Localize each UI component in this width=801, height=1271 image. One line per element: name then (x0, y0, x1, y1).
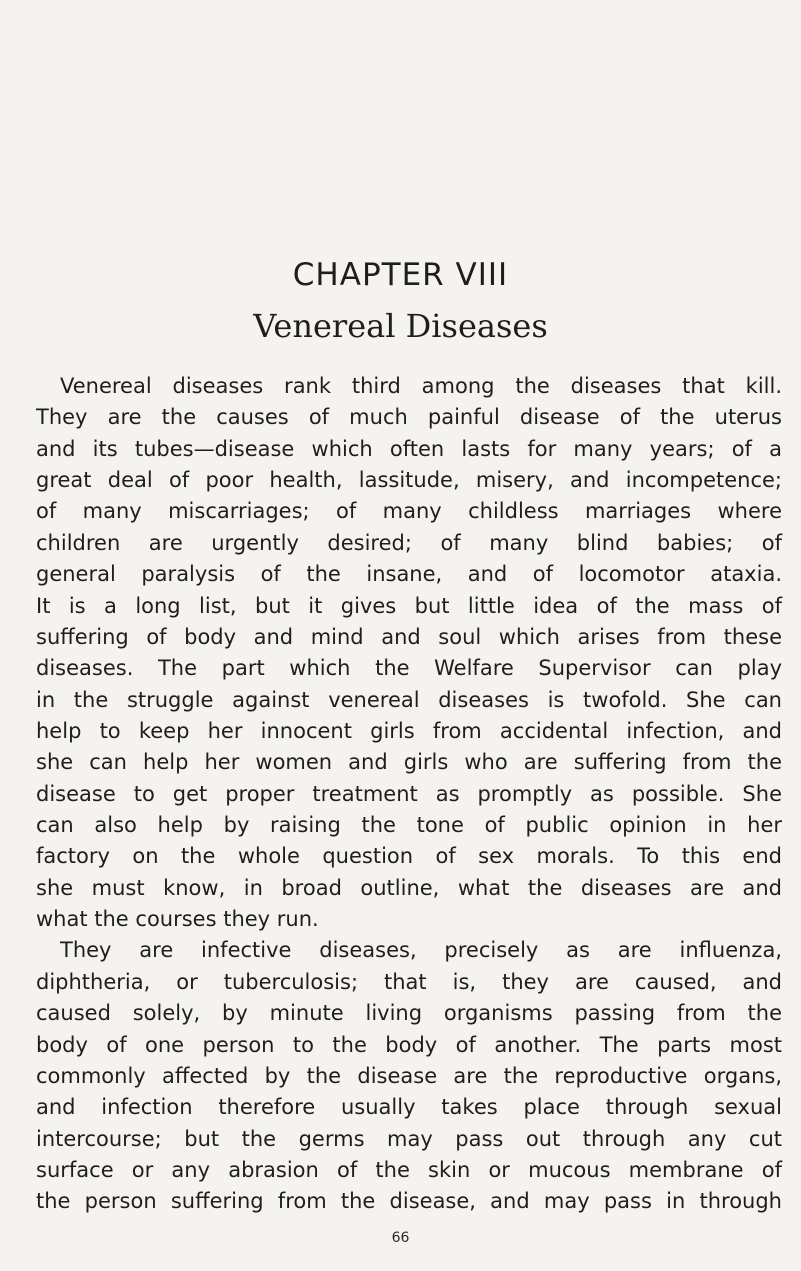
text-line: caused solely, by minute living organisms passing from the (36, 1001, 782, 1026)
text-line: factory on the whole question of sex morals. To this end (36, 844, 782, 869)
text-line: in the struggle against venereal diseases is twofold. She can (36, 687, 782, 712)
text-line: They are infective diseases, precisely as are influenza, (60, 938, 782, 963)
text-line: intercourse; but the germs may pass out through any cut (36, 1126, 782, 1151)
text-line: disease to get proper treatment as promptly as possible. She (36, 781, 782, 806)
text-line: It is a long list, but it gives but little idea of the mass of (36, 593, 782, 618)
text-line: she must know, in broad outline, what the diseases are and (36, 875, 782, 900)
text-line: diphtheria, or tuberculosis; that is, they are caused, and (36, 969, 782, 994)
text-line: suffering of body and mind and soul which arises from these (36, 624, 782, 649)
text-line: surface or any abrasion of the skin or mucous membrane of (36, 1157, 782, 1182)
text-line: diseases. The part which the Welfare Supervisor can play (36, 656, 782, 681)
text-line: help to keep her innocent girls from accidental infection, and (36, 718, 782, 743)
text-line: Venereal diseases rank third among the diseases that kill. (60, 374, 782, 398)
body-text (36, 371, 782, 1218)
text-line: great deal of poor health, lassitude, misery, and incompetence; (36, 468, 782, 493)
text-line: body of one person to the body of another. The parts most (36, 1032, 782, 1057)
text-line: and its tubes—disease which often lasts for many years; of a (36, 436, 782, 461)
text-line: what the courses they run. (36, 907, 319, 932)
text-line: general paralysis of the insane, and of locomotor ataxia. (36, 562, 782, 587)
text-line: and infection therefore usually takes place through sexual (36, 1095, 782, 1120)
chapter-title: Venereal Diseases (253, 307, 548, 345)
text-line: children are urgently desired; of many blind babies; of (36, 530, 782, 555)
page-number: 66 (391, 1230, 410, 1246)
text-line: can also help by raising the tone of public opinion in her (36, 813, 782, 838)
text-line: the person suffering from the disease, and may pass in through (36, 1189, 782, 1214)
text-line: commonly affected by the disease are the reproductive organs, (36, 1063, 782, 1088)
text-line: of many miscarriages; of many childless marriages where (36, 499, 782, 524)
text-line: she can help her women and girls who are suffering from the (36, 750, 782, 775)
text-line: They are the causes of much painful disease of the uterus (36, 405, 782, 430)
chapter-number: CHAPTER VIII (292, 257, 509, 293)
